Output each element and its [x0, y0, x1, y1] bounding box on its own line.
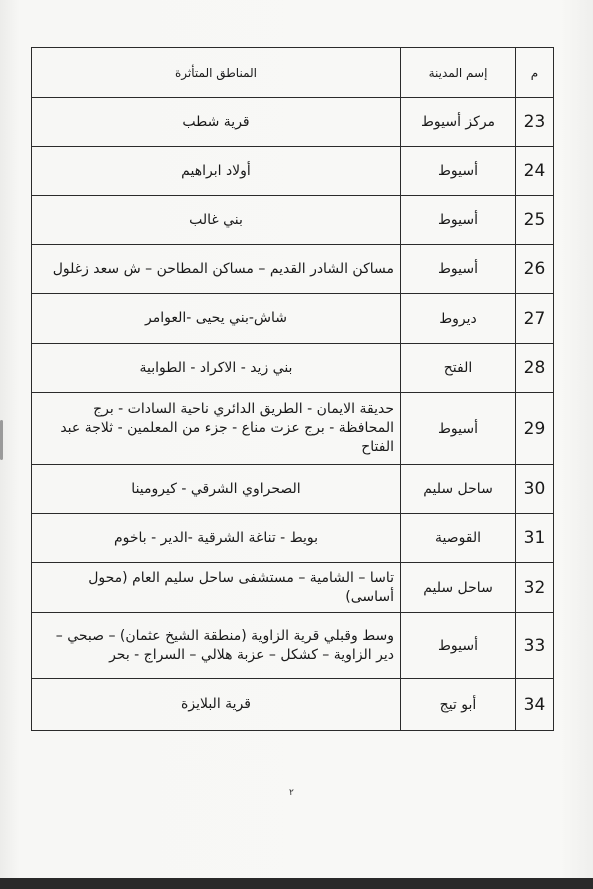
row-number: 32	[516, 563, 554, 613]
table-row	[32, 563, 554, 613]
row-areas: بويط - تناغة الشرقية -الدير - باخوم	[32, 514, 401, 563]
row-city: أبو تيج	[401, 679, 516, 731]
row-city: أسيوط	[401, 613, 516, 679]
row-number: 30	[516, 465, 554, 514]
row-areas: بني غالب	[32, 196, 401, 245]
table-row	[32, 294, 554, 344]
row-areas: حديقة الايمان - الطريق الدائري ناحية السادات - برج المحافظة - برج عزت مناع - جزء من المعلمين - ثلاجة عبد الفتاح	[32, 393, 401, 465]
table-row	[32, 344, 554, 393]
header-areas: المناطق المتأثرة	[32, 48, 401, 98]
row-city: أسيوط	[401, 196, 516, 245]
row-areas: قرية شطب	[32, 98, 401, 147]
row-areas: مساكن الشادر القديم – مساكن المطاحن – ش سعد زغلول	[32, 245, 401, 294]
table-row	[32, 196, 554, 245]
row-number: 34	[516, 679, 554, 731]
row-number: 26	[516, 245, 554, 294]
row-number: 23	[516, 98, 554, 147]
row-areas: شاش-بني يحيى -العوامر	[32, 294, 401, 344]
header-number: م	[516, 48, 554, 98]
row-areas: أولاد ابراهيم	[32, 147, 401, 196]
row-city: ديروط	[401, 294, 516, 344]
row-number: 24	[516, 147, 554, 196]
row-areas: الصحراوي الشرقي - كيرومينا	[32, 465, 401, 514]
table-row	[32, 98, 554, 147]
table-row	[32, 514, 554, 563]
row-areas: وسط وقبلي قرية الزاوية (منطقة الشيخ عثمان) – صبحي – دير الزاوية – كشكل – عزبة هلالي – السراج - بحر	[32, 613, 401, 679]
row-areas: بني زيد - الاكراد - الطوابية	[32, 344, 401, 393]
row-city: مركز أسيوط	[401, 98, 516, 147]
table-header-row	[32, 48, 554, 98]
table-row	[32, 393, 554, 465]
table-row	[32, 613, 554, 679]
row-city: القوصية	[401, 514, 516, 563]
row-city: أسيوط	[401, 147, 516, 196]
row-number: 31	[516, 514, 554, 563]
affected-areas-table	[31, 47, 554, 731]
bottom-edge-bar	[0, 878, 593, 889]
row-number: 29	[516, 393, 554, 465]
scan-edge-mark	[0, 420, 3, 460]
row-areas: تاسا – الشامية – مستشفى ساحل سليم العام (محول أساسى)	[32, 563, 401, 613]
table-row	[32, 147, 554, 196]
header-city: إسم المدينة	[401, 48, 516, 98]
table-row	[32, 245, 554, 294]
row-city: أسيوط	[401, 245, 516, 294]
row-city: ساحل سليم	[401, 563, 516, 613]
row-number: 28	[516, 344, 554, 393]
row-city: ساحل سليم	[401, 465, 516, 514]
row-number: 27	[516, 294, 554, 344]
row-number: 25	[516, 196, 554, 245]
row-number: 33	[516, 613, 554, 679]
row-city: أسيوط	[401, 393, 516, 465]
table-row	[32, 679, 554, 731]
row-city: الفتح	[401, 344, 516, 393]
page-number: ٢	[289, 788, 294, 798]
row-areas: قرية البلايزة	[32, 679, 401, 731]
table-row	[32, 465, 554, 514]
